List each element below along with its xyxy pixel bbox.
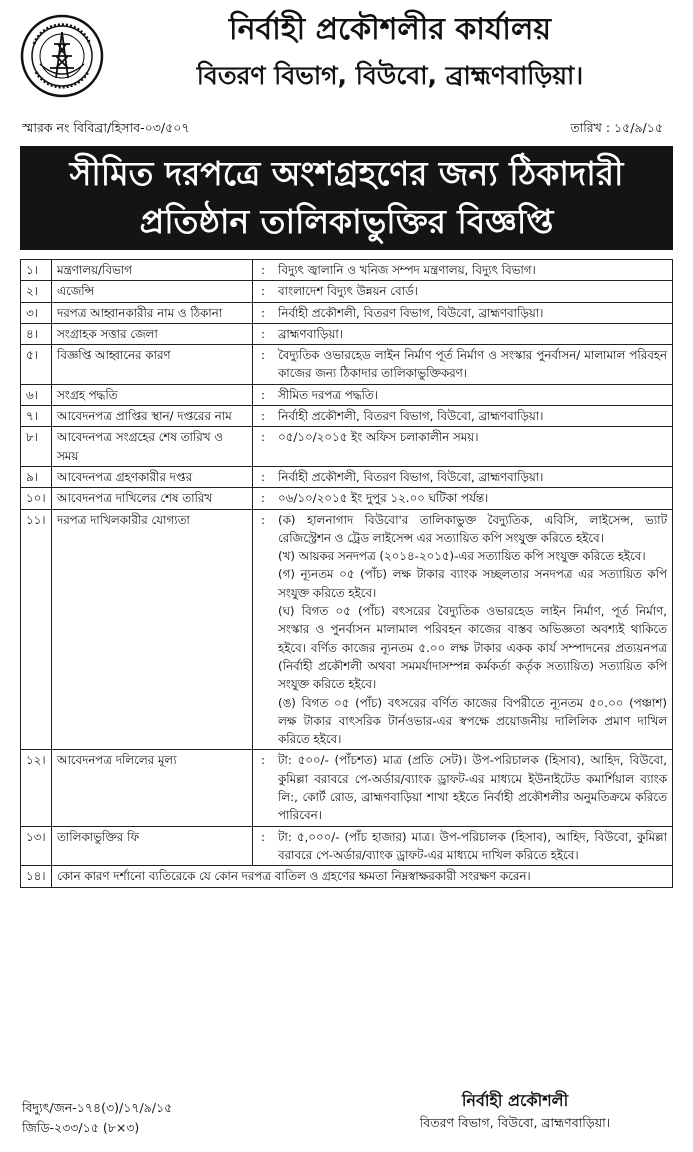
item-value: সীমিত দরপত্র পদ্ধতি। [273,384,673,405]
qualification-para: (গ) ন্যূনতম ০৫ (পাঁচ) লক্ষ টাকার ব্যাংক সচ্ছলতার সনদপত্র এর সত্যায়িত কপি সংযুক্ত করিতে হইবে। [278,567,667,600]
item-number: ৩। [21,302,52,323]
item-value-qualifications [273,509,673,750]
item-number: ৪। [21,323,52,344]
item-colon: : [253,345,274,385]
item-number: ১২। [21,750,52,826]
item-number: ১০। [21,488,52,509]
item-value: টা: ৫০০/- (পাঁচশত) মাত্র (প্রতি সেট)। উপ-পরিচালক (হিসাব), আহিদ, বিউবো, কুমিল্লা বরাবরে পে-অর্ডার/ব্যাংক ড্রাফট-এর মাধ্যমে ইউনাইটেড কমার্শিয়াল ব্যাংক লি:, কোর্ট রোড, ব্রাহ্মণবাড়িয়া শাখা হইতে নির্বাহী প্রকৌশলীর অনুমতিক্রমে করিতে পারিবেন। [273,750,673,826]
item-label: আবেদনপত্র গ্রহণকারীর দপ্তর [52,466,253,487]
item-label: আবেদনপত্র সংগ্রহের শেষ তারিখ ও সময় [52,427,253,467]
item-label: আবেদনপত্র প্রাপ্তির স্থান/ দপ্তরের নাম [52,406,253,427]
office-title: নির্বাহী প্রকৌশলীর কার্যালয় [228,12,552,47]
footer-references [22,1098,172,1138]
item-value: টা: ৫,০০০/- (পাঁচ হাজার) মাত্র। উপ-পরিচালক (হিসাব), আহিদ, বিউবো, কুমিল্লা বরাবরে পে-অর্ডার/ব্যাংক ড্রাফট-এর মাধ্যমে দাখিল করিতে হইবে। [273,826,673,866]
table-row [21,302,673,323]
item-number: ১৪। [21,866,52,887]
office-subtitle: বিতরণ বিভাগ, বিউবো, ব্রাহ্মণবাড়িয়া। [196,61,584,90]
table-row [21,406,673,427]
item-number: ১। [21,260,52,281]
table-row [21,345,673,385]
item-label: সংগ্রহ পদ্ধতি [52,384,253,405]
item-label: দরপত্র আহ্বানকারীর নাম ও ঠিকানা [52,302,253,323]
table-row [21,260,673,281]
notice-items-table [20,259,673,888]
table-row [21,750,673,826]
item-label: আবেদনপত্র দাখিলের শেষ তারিখ [52,488,253,509]
item-label: বিজ্ঞপ্তি আহ্বানের কারণ [52,345,253,385]
table-row [21,323,673,344]
footer-ref-2: জিডি-২৩৩/১৫ (৮×৩) [22,1120,140,1135]
item-number: ১৩। [21,826,52,866]
table-row [21,281,673,302]
item-colon: : [253,302,274,323]
item-number: ৮। [21,427,52,467]
table-row [21,427,673,467]
item-number: ৬। [21,384,52,405]
item-number: ৭। [21,406,52,427]
item-colon: : [253,427,274,467]
table-row [21,509,673,750]
item-label: সংগ্রাহক সত্তার জেলা [52,323,253,344]
item-colon: : [253,260,274,281]
table-row [21,466,673,487]
item-value: ব্রাহ্মণবাড়িয়া। [273,323,673,344]
item-value: বৈদ্যুতিক ওভারহেড লাইন নির্মাণ পূর্ত নির্মাণ ও সংস্কার পুনর্বাসন/ মালামাল পরিবহন কাজের জন্য ঠিকাদার তালিকাভুক্তিকরণ। [273,345,673,385]
bpdb-logo-icon [20,14,104,98]
item-value: বাংলাদেশ বিদ্যুৎ উন্নয়ন বোর্ড। [273,281,673,302]
item-value: ০৫/১০/২০১৫ ইং অফিস চলাকালীন সময়। [273,427,673,467]
headline-line-1: সীমিত দরপত্রে অংশগ্রহণের জন্য ঠিকাদারী [69,154,624,193]
table-row [21,826,673,866]
item-value: বিদ্যুৎ জ্বালানি ও খনিজ সম্পদ মন্ত্রণালয়, বিদ্যুৎ বিভাগ। [273,260,673,281]
item-number: ৫। [21,345,52,385]
table-row [21,866,673,887]
signatory-office: বিতরণ বিভাগ, বিউবো, ব্রাহ্মণবাড়িয়া। [419,1115,611,1130]
footer-ref-1: বিদ্যুৎ/জন-১৭৪(৩)/১৭/৯/১৫ [22,1100,173,1115]
qualification-para: (ক) হালনাগাদ বিউবো'র তালিকাভুক্ত বৈদ্যুতিক, এবিসি, লাইসেন্স, ভ্যাট রেজিস্ট্রেশন ও ট্রেড লাইসেন্স এর সত্যায়িত কপি সংযুক্ত করিতে হইবে। [278,512,667,545]
item-value: নির্বাহী প্রকৌশলী, বিতরণ বিভাগ, বিউবো, ব্রাহ্মণবাড়িয়া। [273,302,673,323]
signature-block [380,1090,650,1134]
item-colon: : [253,406,274,427]
qualification-para: (খ) আয়কর সনদপত্র (২০১৪-২০১৫)-এর সত্যায়িত কপি সংযুক্ত করিতে হইবে। [278,549,646,564]
signatory-title: নির্বাহী প্রকৌশলী [461,1091,569,1110]
item-value: নির্বাহী প্রকৌশলী, বিতরণ বিভাগ, বিউবো, ব্রাহ্মণবাড়িয়া। [273,466,673,487]
headline-line-2: প্রতিষ্ঠান তালিকাভুক্তির বিজ্ঞপ্তি [139,202,554,241]
item-colon: : [253,323,274,344]
item-number: ২। [21,281,52,302]
item-value: কোন কারণ দর্শানো ব্যতিরেকে যে কোন দরপত্র বাতিল ও গ্রহণের ক্ষমতা নিম্নস্বাক্ষরকারী সংরক্ষণ করেন। [52,866,673,887]
item-colon: : [253,826,274,866]
item-colon: : [253,750,274,826]
notice-date: তারিখ : ১৫/৯/১৫ [570,120,663,135]
item-label: এজেন্সি [52,281,253,302]
item-value: ০৬/১০/২০১৫ ইং দুপুর ১২.০০ ঘটিকা পর্যন্ত। [273,488,673,509]
item-value: নির্বাহী প্রকৌশলী, বিতরণ বিভাগ, বিউবো, ব্রাহ্মণবাড়িয়া। [273,406,673,427]
notice-headline-banner [20,146,673,250]
item-label: দরপত্র দাখিলকারীর যোগ্যতা [52,509,253,750]
table-row [21,384,673,405]
qualification-para: (ঙ) বিগত ০৫ (পাঁচ) বৎসরের বর্ণিত কাজের বিপরীতে ন্যূনতম ৫০.০০ (পঞ্চাশ) লক্ষ টাকার বাৎসরিক টার্নওভার-এর স্বপক্ষে প্রয়োজনীয় দালিলিক প্রমাণ দাখিল করিতে হইবে। [278,695,667,747]
item-label: মন্ত্রণালয়/বিভাগ [52,260,253,281]
item-colon: : [253,384,274,405]
item-label: আবেদনপত্র দলিলের মূল্য [52,750,253,826]
qualification-para: (ঘ) বিগত ০৫ (পাঁচ) বৎসরের বৈদ্যুতিক ওভারহেড লাইন নির্মাণ, পূর্ত নির্মাণ, সংস্কার ও পুনর্বাসন মালামাল পরিবহন কাজের বাস্তব অভিজ্ঞতা অবশ্যই থাকিতে হইবে। বর্ণিত কাজের ন্যূনতম ৫.০০ লক্ষ টাকার একক কার্য সম্পাদনের প্রত্যয়নপত্র (নির্বাহী প্রকৌশলী অথবা সমমর্যাদাসম্পন্ন কর্মকর্তা কর্তৃক সত্যায়িত) সত্যায়িত কপি সংযুক্ত করিতে হইবে। [278,604,667,692]
item-colon: : [253,488,274,509]
table-row [21,488,673,509]
item-colon: : [253,281,274,302]
item-label: তালিকাভুক্তির ফি [52,826,253,866]
item-number: ৯। [21,466,52,487]
item-colon: : [253,466,274,487]
item-colon: : [253,509,274,750]
memo-number: স্মারক নং বিবিব্রা/হিসাব-০৩/৫০৭ [22,120,190,135]
item-number: ১১। [21,509,52,750]
